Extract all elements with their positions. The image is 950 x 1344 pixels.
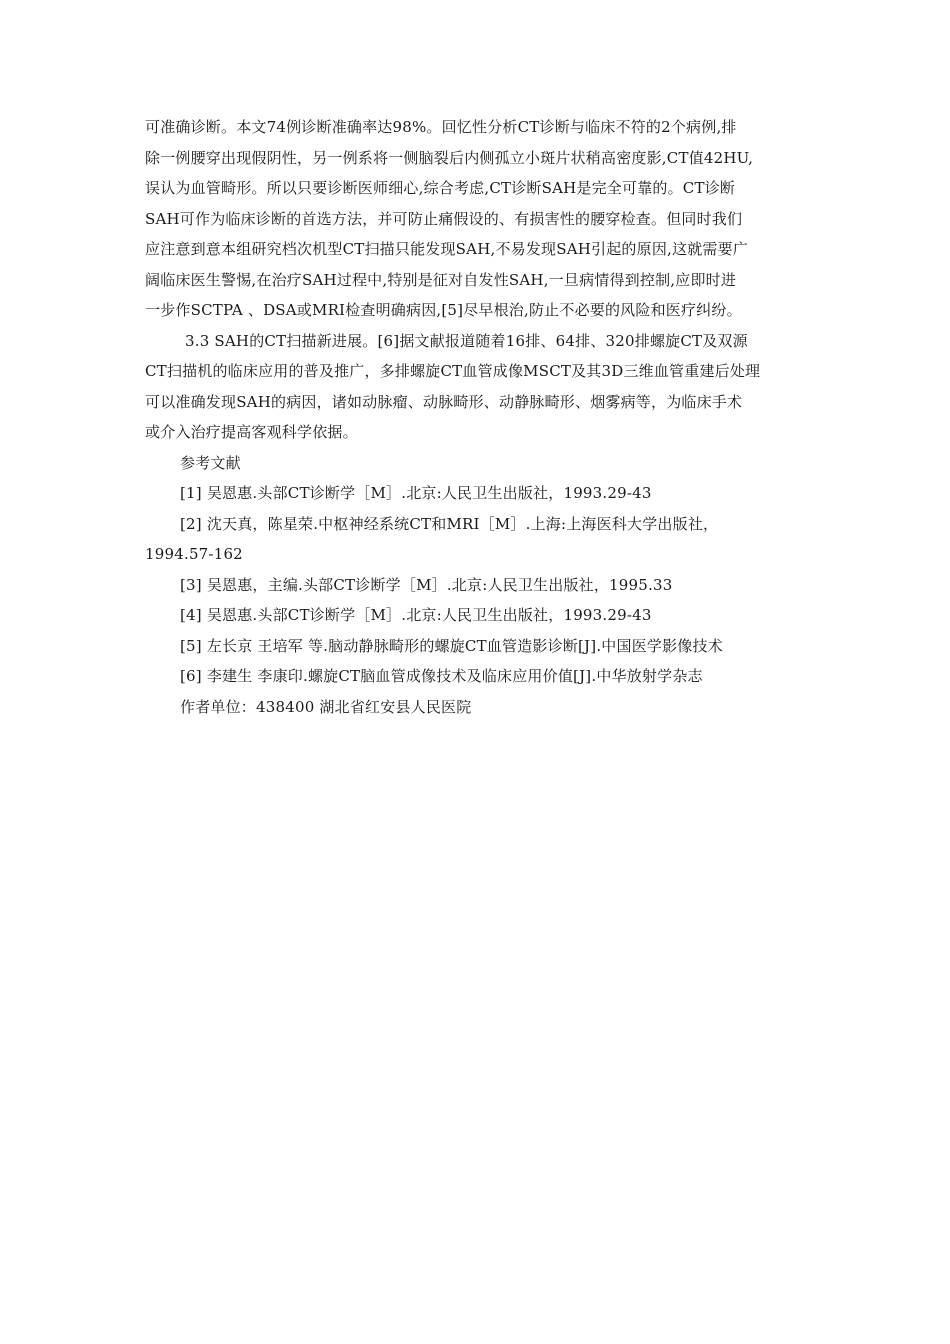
section-3-3-paragraph xyxy=(145,326,815,448)
body-line: 一步作SCTPA 、DSA或MRI检查明确病因,[5]尽早根治,防止不必要的风险和医疗纠纷。 xyxy=(145,301,742,319)
reference-item: [4] 吴恩惠.头部CT诊断学［M］.北京:人民卫生出版社，1993.29-43 xyxy=(180,606,652,624)
reference-item: [6] 李建生 李康印.螺旋CT脑血管成像技术及临床应用价值[J].中华放射学杂志 xyxy=(180,667,703,685)
section-line: 3.3 SAH的CT扫描新进展。[6]据文献报道随着16排、64排、320排螺旋CT及双源 xyxy=(185,331,748,350)
reference-item: [2] 沈天真，陈星荣.中枢神经系统CT和MRI［M］.上海:上海医科大学出版社， xyxy=(180,514,719,533)
body-line: 阔临床医生警惕,在治疗SAH过程中,特别是征对自发性SAH,一旦病情得到控制,应即时进 xyxy=(145,270,737,289)
body-line: 除一例腰穿出现假阴性，另一例系将一侧脑裂后内侧孤立小斑片状稍高密度影,CT值42HU, xyxy=(145,148,754,167)
body-line: 误认为血管畸形。所以只要诊断医师细心,综合考虑,CT诊断SAH是完全可靠的。CT诊断 xyxy=(145,179,736,197)
section-line: CT扫描机的临床应用的普及推广，多排螺旋CT血管成像MSCT及其3D三维血管重建后处理 xyxy=(145,362,761,380)
section-line: 可以准确发现SAH的病因，诸如动脉瘤、动脉畸形、动静脉畸形、烟雾病等，为临床手术 xyxy=(145,392,743,411)
reference-item-continuation: 1994.57-162 xyxy=(145,545,243,563)
reference-item: [5] 左长京 王培军 等.脑动静脉畸形的螺旋CT血管造影诊断[J].中国医学影像技术 xyxy=(180,636,723,655)
body-paragraph xyxy=(145,112,815,326)
reference-item: [3] 吴恩惠，主编.头部CT诊断学［M］.北京:人民卫生出版社，1995.33 xyxy=(180,575,673,594)
body-line: SAH可作为临床诊断的首选方法，并可防止痛假设的、有损害性的腰穿检查。但同时我们 xyxy=(145,209,743,228)
body-line: 应注意到意本组研究档次机型CT扫描只能发现SAH,不易发现SAH引起的原因,这就需要广 xyxy=(145,240,749,258)
references-section xyxy=(145,448,815,723)
reference-item: [1] 吴恩惠.头部CT诊断学［M］.北京:人民卫生出版社，1993.29-43 xyxy=(180,484,652,502)
author-unit: 作者单位：438400 湖北省红安县人民医院 xyxy=(180,697,472,716)
body-line: 可准确诊断。本文74例诊断准确率达98%。回忆性分析CT诊断与临床不符的2个病例,排 xyxy=(145,118,737,136)
document-page xyxy=(145,112,815,722)
references-heading: 参考文献 xyxy=(180,453,241,472)
section-line: 或介入治疗提高客观科学依据。 xyxy=(145,423,358,441)
